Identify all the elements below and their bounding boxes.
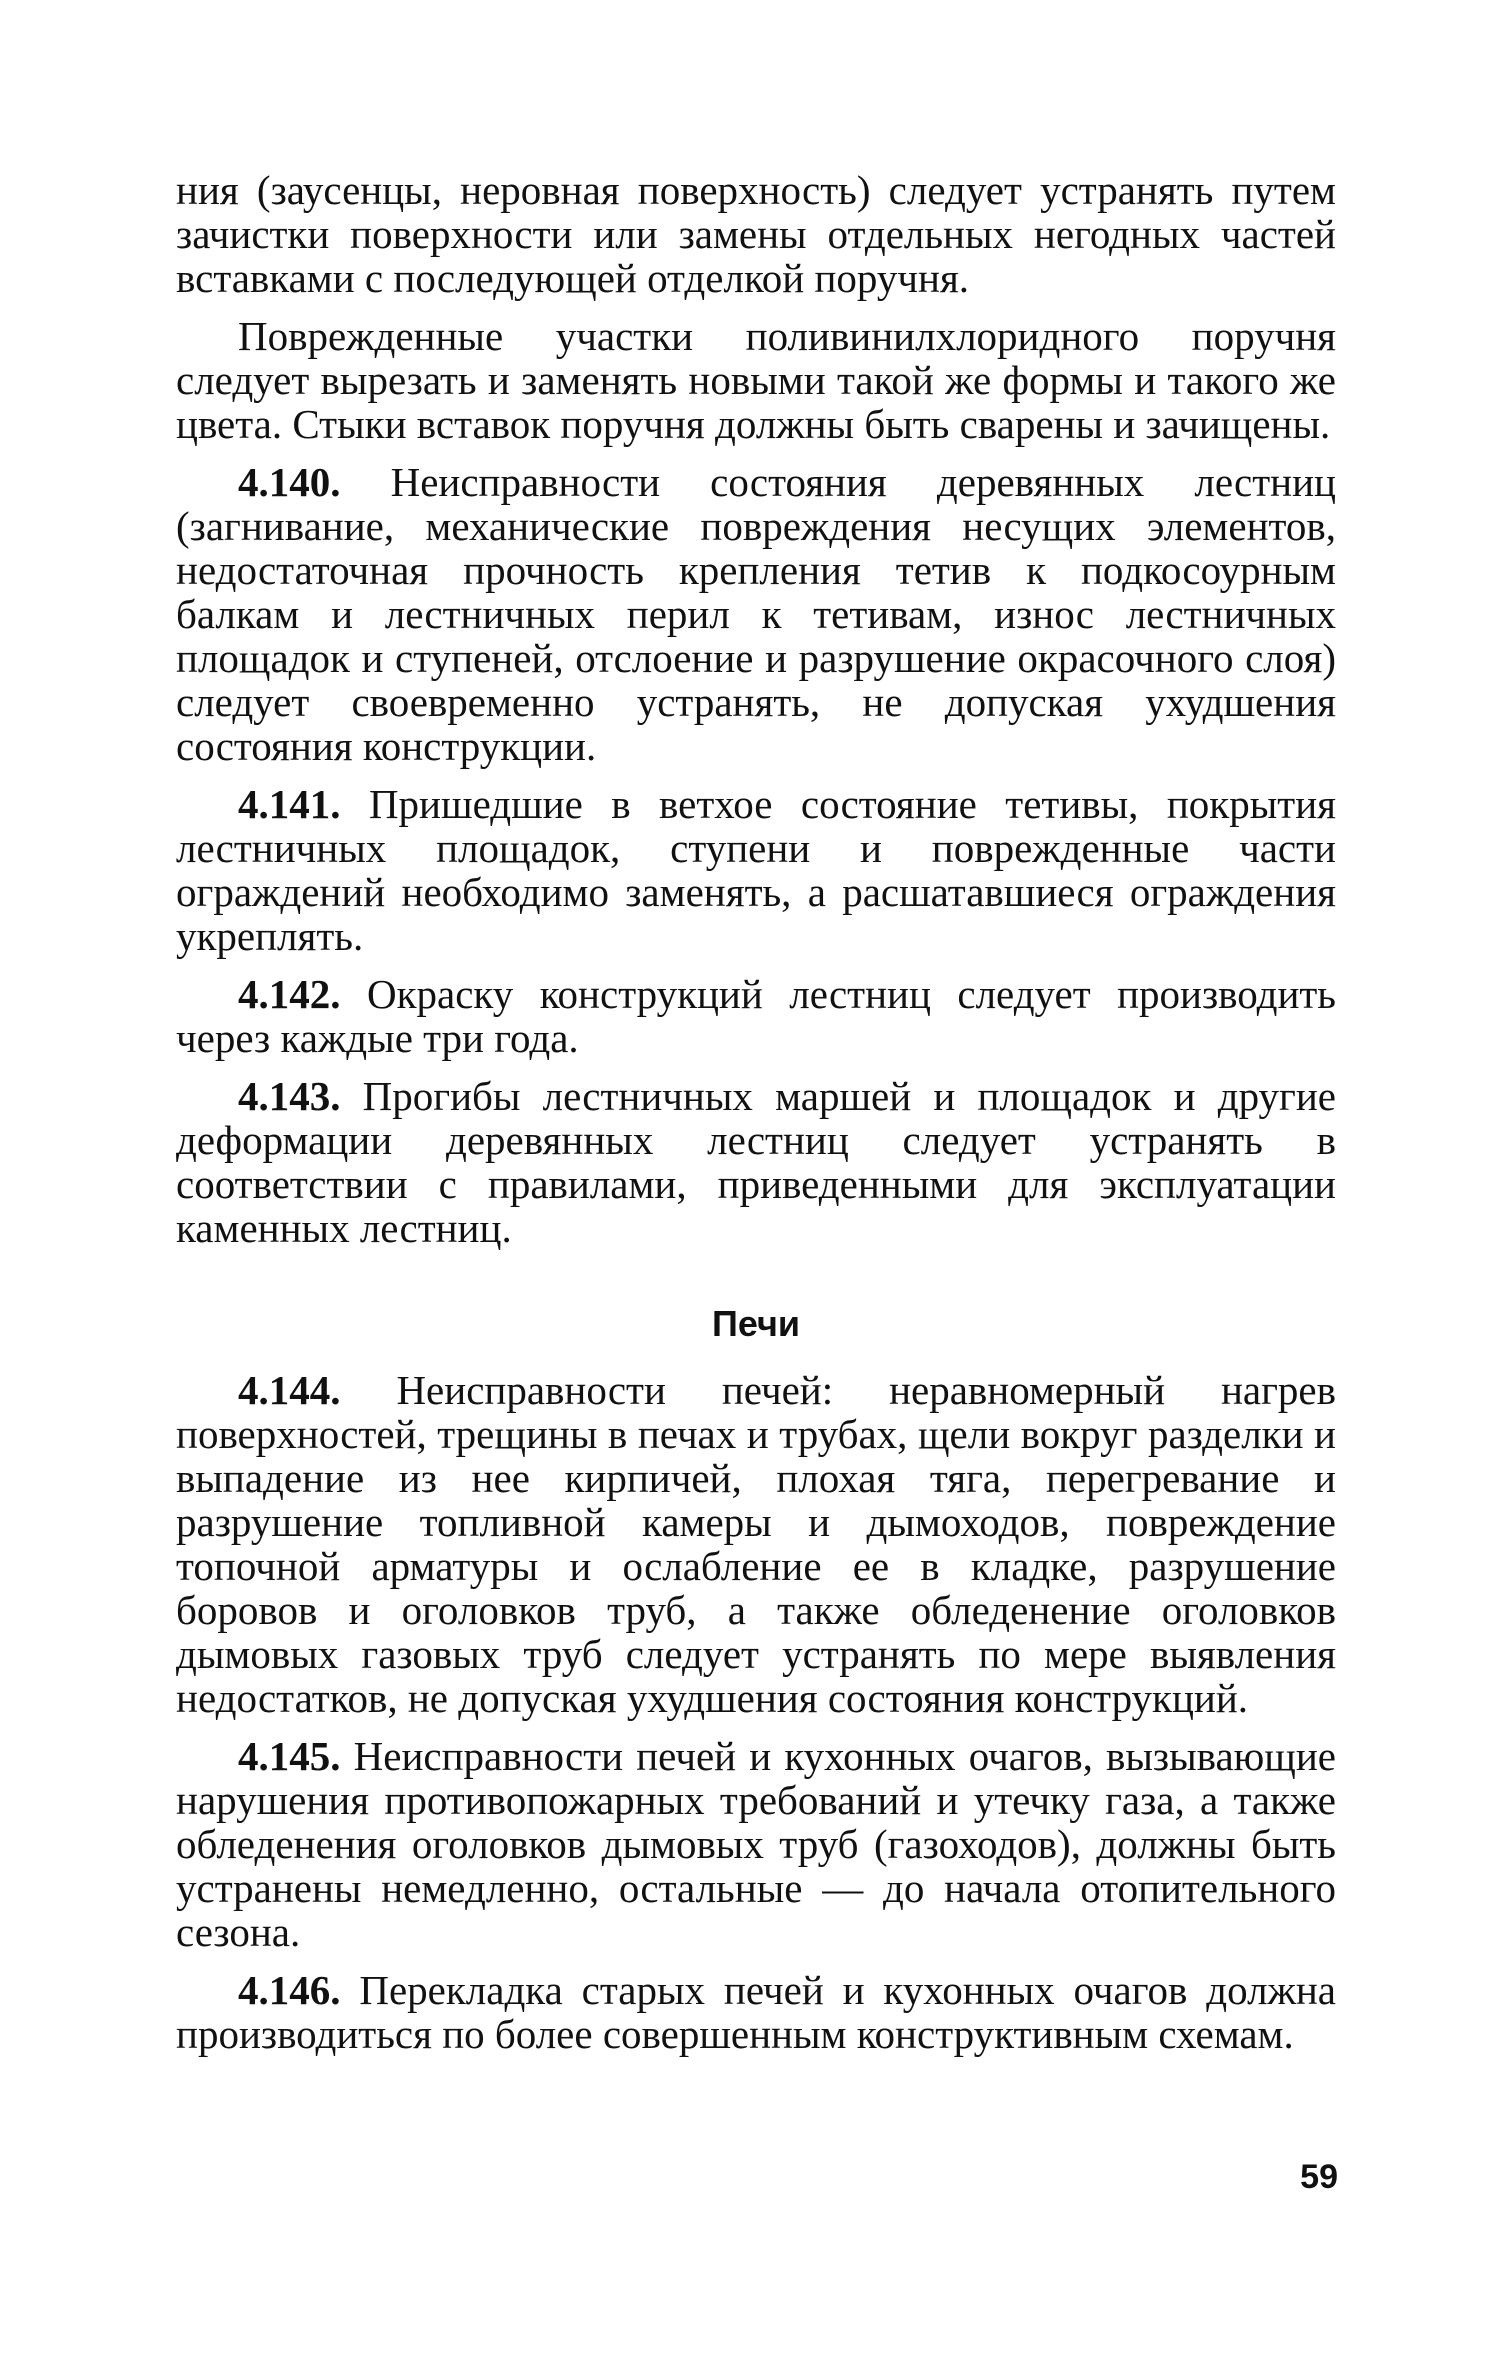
- page-body: [176, 168, 1336, 2070]
- paragraph-text: Перекладка старых печей и кухонных очагов должна производиться по более совершенным конструктивным схемам.: [176, 1967, 1336, 2057]
- paragraph-4-145: [176, 1734, 1336, 1954]
- section-heading: Печи: [711, 1303, 801, 1344]
- paragraph-number: 4.141.: [238, 781, 341, 827]
- paragraph: [176, 314, 1336, 446]
- paragraph-4-146: [176, 1968, 1336, 2056]
- paragraph-number: 4.142.: [238, 971, 341, 1017]
- paragraph-text: Окраску конструкций лестниц следует производить через каждые три года.: [176, 971, 1336, 1061]
- paragraph-text: Прогибы лестничных маршей и площадок и другие деформации деревянных лестниц следует устранять в соответствии с правилами, приведенными для эксплуатации каменных лестниц.: [176, 1073, 1336, 1251]
- paragraph-4-140: [176, 460, 1336, 768]
- paragraphs-top: [176, 168, 1336, 1250]
- paragraphs-bottom: [176, 1368, 1336, 2056]
- paragraph-text: Поврежденные участки поливинилхлоридного поручня следует вырезать и заменять новыми такой же формы и такого же цвета. Стыки вставок поручня должны быть сварены и зачищены.: [176, 313, 1336, 447]
- paragraph-number: 4.146.: [238, 1967, 341, 2013]
- paragraph-text: Неисправности печей: неравномерный нагрев поверхностей, трещины в печах и трубах, щели вокруг разделки и выпадение из нее кирпичей, плохая тяга, перегревание и разрушение топливной камеры и дымоходов, повреждение топочной арматуры и ослабление ее в кладке, разрушение боровов и оголовков труб, а также обледенение оголовков дымовых газовых труб следует устранять по мере выявления недостатков, не допуская ухудшения состояния конструкций.: [176, 1367, 1336, 1721]
- paragraph-number: 4.143.: [238, 1073, 341, 1119]
- paragraph-4-143: [176, 1074, 1336, 1250]
- paragraph-4-141: [176, 782, 1336, 958]
- page-number: 59: [1300, 2158, 1338, 2196]
- paragraph-text: ния (заусенцы, неровная поверхность) следует устранять путем зачистки поверхности или замены отдельных негодных частей вставками с последующей отделкой поручня.: [176, 167, 1336, 301]
- paragraph-continuation: [176, 168, 1336, 300]
- paragraph-number: 4.144.: [238, 1367, 341, 1413]
- paragraph-4-142: [176, 972, 1336, 1060]
- paragraph-text: Неисправности печей и кухонных очагов, вызывающие нарушения противопожарных требований и утечку газа, а также обледенения оголовков дымовых труб (газоходов), должны быть устранены немедленно, остальные — до начала отопительного сезона.: [176, 1733, 1336, 1955]
- paragraph-number: 4.145.: [238, 1733, 341, 1779]
- paragraph-text: Неисправности состояния деревянных лестниц (загнивание, механические повреждения несущих элементов, недостаточная прочность крепления тетив к подкосоурным балкам и лестничных перил к тетивам, износ лестничных площадок и ступеней, отслоение и разрушение окрасочного слоя) следует своевременно устранять, не допуская ухудшения состояния конструкции.: [176, 459, 1336, 769]
- paragraph-number: 4.140.: [238, 459, 341, 505]
- paragraph-4-144: [176, 1368, 1336, 1720]
- paragraph-text: Пришедшие в ветхое состояние тетивы, покрытия лестничных площадок, ступени и поврежденные части ограждений необходимо заменять, а расшатавшиеся ограждения укреплять.: [176, 781, 1336, 959]
